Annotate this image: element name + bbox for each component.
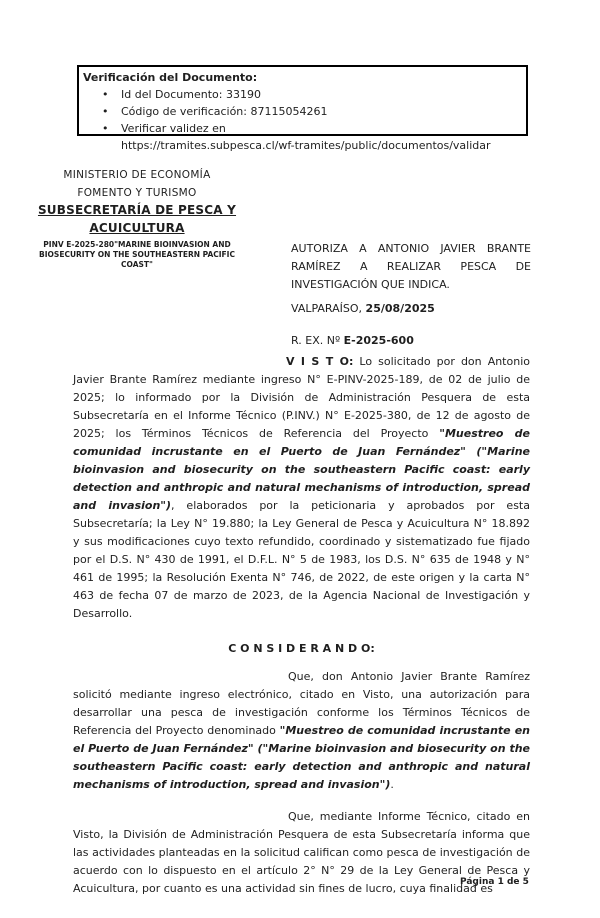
verification-item-id <box>83 86 526 103</box>
document-body <box>73 353 530 898</box>
ministry-line-2: FOMENTO Y TURISMO <box>77 186 197 199</box>
subsecretaria-line-1: SUBSECRETARÍA DE PESCA Y <box>37 203 237 217</box>
project-reference-line-2: BIOSECURITY ON THE SOUTHEASTERN PACIFIC COAST" <box>39 250 235 269</box>
verification-item-validity <box>83 120 526 137</box>
subject-paragraph: AUTORIZA A ANTONIO JAVIER BRANTE RAMÍREZ A REALIZAR PESCA DE INVESTIGACIÓN QUE INDICA. <box>291 242 531 291</box>
considerando-paragraph-2: Que, mediante Informe Técnico, citado en Visto, la División de Administración Pesquera de esta Subsecretaría informa que las actividades planteadas en la solicitud califican como pesca de investigación de acuerdo con lo dispuesto en el artículo 2° N° 29 de la Ley General de Pesca y Acuicultura, por cuanto es una actividad sin fines de lucro, cuya finalidad es <box>73 810 530 895</box>
project-reference-line-1: PINV E-2025-280"MARINE BIOINVASION AND <box>43 240 231 249</box>
verification-validity-label: Verificar validez en <box>121 122 226 135</box>
page-number: Página 1 de 5 <box>460 877 529 887</box>
considerando-heading: C O N S I D E R A N D O: <box>228 642 375 655</box>
verification-code-value: Código de verificación: 87115054261 <box>121 105 328 118</box>
bullet-icon: • <box>102 105 109 118</box>
verification-url: https://tramites.subpesca.cl/wf-tramites/public/documentos/validar <box>121 139 491 152</box>
bullet-icon: • <box>102 122 109 135</box>
verification-id-value: Id del Documento: 33190 <box>121 88 261 101</box>
verification-item-code <box>83 103 526 120</box>
verification-title: Verificación del Documento: <box>83 71 258 84</box>
visto-paragraph: V I S T O: Lo solicitado por don Antonio Javier Brante Ramírez mediante ingreso N° E-PINV-2025-189, de 02 de julio de 2025; lo informado por la División de Administración Pesquera de esta Subsecretaría en el Informe Técnico (P.INV.) N° E-2025-380, de 12 de agosto de 2025; los Términos Técnicos de Referencia del Proyecto "Muestreo de comunidad incrustante en el Puerto de Juan Fernández" ("Marine bioinvasion and biosecurity on the southeastern Pacific coast: early detection and anthropic and natural mechanisms of introduction, spread and invasion"), elaborados por la peticionaria y aprobados por esta Subsecretaría; la Ley N° 19.880; la Ley General de Pesca y Acuicultura N° 18.892 y sus modificaciones cuyo texto refundido, coordinado y sistematizado fue fijado por el D.S. N° 430 de 1991, el D.F.L. N° 5 de 1983, los D.S. N° 635 de 1948 y N° 461 de 1995; la Resolución Exenta N° 746, de 2022, de este origen y la carta N° 463 de fecha 07 de marzo de 2023, de la Agencia Nacional de Investigación y Desarrollo. <box>73 355 530 620</box>
date-value: 25/08/2025 <box>365 302 435 315</box>
considerando-paragraph-1: Que, don Antonio Javier Brante Ramírez solicitó mediante ingreso electrónico, citado en Visto, una autorización para desarrollar una pesca de investigación conforme los Términos Técnicos de Referencia del Proyecto denominado "Muestreo de comunidad incrustante en el Puerto de Juan Fernández" ("Marine bioinvasion and biosecurity on the southeastern Pacific coast: early detection and anthropic and natural mechanisms of introduction, spread and invasion"). <box>73 670 530 791</box>
verification-box <box>77 65 528 152</box>
resolution-label: R. EX. Nº <box>291 334 341 347</box>
resolution-number: E-2025-600 <box>343 334 414 347</box>
subsecretaria-line-2: ACUICULTURA <box>89 220 185 235</box>
place-date-line <box>291 302 435 315</box>
ministry-line-1: MINISTERIO DE ECONOMÍA <box>63 169 211 181</box>
letterhead <box>27 167 247 270</box>
bullet-icon: • <box>102 88 109 101</box>
place-label: VALPARAÍSO, <box>291 302 363 315</box>
resolution-line <box>291 334 414 347</box>
